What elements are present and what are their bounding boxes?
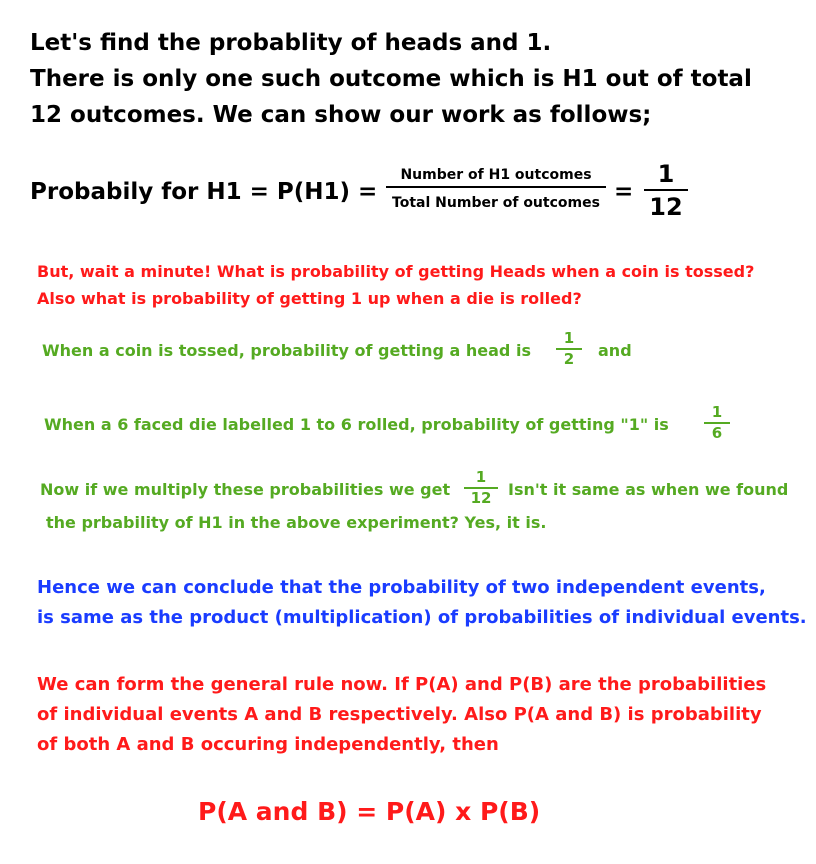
multiply-line-2: the prbability of H1 in the above experiment? Yes, it is. [46,513,547,532]
intro-line-3: 12 outcomes. We can show our work as follows; [30,102,652,128]
formula-lhs: Probabily for H1 = P(H1) = [30,179,378,205]
result-fraction [644,162,688,219]
die-numerator: 1 [711,403,723,421]
conclusion-line-2: is same as the product (multiplication) of probabilities of individual events. [37,607,807,628]
intro-line-1: Let's find the probablity of heads and 1. [30,30,552,56]
multiply-text: Now if we multiply these probabilities we get [40,480,451,499]
question-line-1: But, wait a minute! What is probability of getting Heads when a coin is tossed? [37,262,755,281]
coin-numerator: 1 [563,329,575,347]
die-fraction [704,405,730,441]
result-denominator: 12 [649,193,683,221]
multiply-denominator: 12 [470,489,492,507]
multiply-numerator: 1 [475,468,487,486]
multiply-fraction [464,470,498,506]
question-line-2: Also what is probability of getting 1 up when a die is rolled? [37,289,582,308]
conclusion-line-1: Hence we can conclude that the probability of two independent events, [37,577,766,598]
rule-line-2: of individual events A and B respectively. Also P(A and B) is probability [37,704,762,725]
formula-equals: = [614,179,634,205]
coin-denominator: 2 [563,350,575,368]
formula-numerator: Number of H1 outcomes [400,167,592,183]
rule-line-3: of both A and B occuring independently, then [37,734,499,755]
result-numerator: 1 [657,160,675,188]
formula-denominator: Total Number of outcomes [392,195,600,211]
coin-suffix: and [598,341,632,360]
intro-line-2: There is only one such outcome which is H1 out of total [30,66,752,92]
die-denominator: 6 [711,424,723,442]
rule-equation: P(A and B) = P(A) x P(B) [198,797,541,826]
formula-fraction [386,168,606,210]
coin-fraction [556,331,582,367]
rule-line-1: We can form the general rule now. If P(A) and P(B) are the probabilities [37,674,767,695]
die-text: When a 6 faced die labelled 1 to 6 rolled, probability of getting "1" is [44,415,669,434]
multiply-suffix: Isn't it same as when we found [508,480,789,499]
coin-text: When a coin is tossed, probability of getting a head is [42,341,531,360]
